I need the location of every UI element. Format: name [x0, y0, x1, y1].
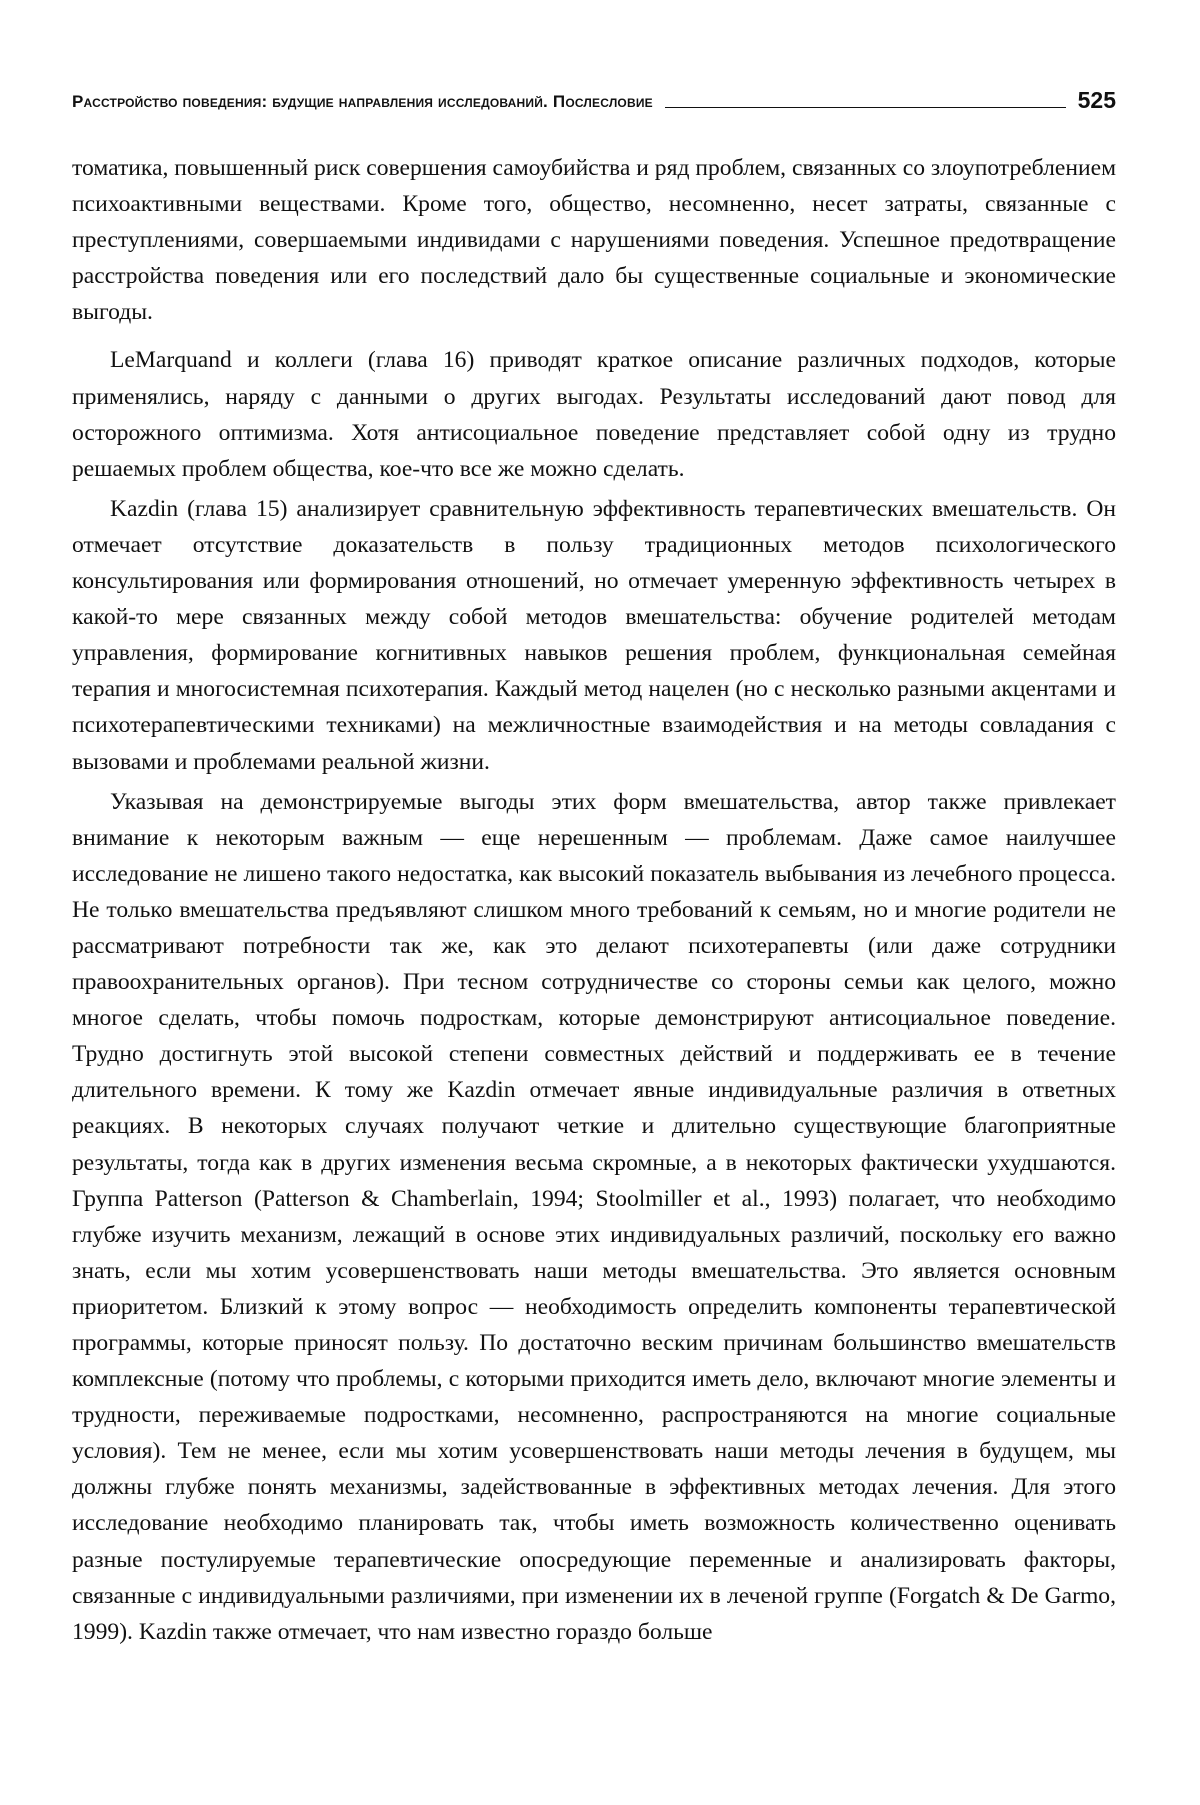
paragraph-lemarquand: LeMarquand и коллеги (глава 16) приводят краткое описание различных подходов, которые применялись, наряду с данными о других выгодах. Результаты исследований дают повод для осторожного оптимизма. Хотя антисоциальное поведение представляет собой одну из трудно решаемых проблем общества, кое-что все же можно сделать.	[72, 347, 1116, 482]
running-header	[72, 78, 1116, 112]
page-number: 525	[1077, 87, 1116, 113]
paragraph-kazdin: Kazdin (глава 15) анализирует сравнительную эффективность терапевтических вмешательств. Он отмечает отсутствие доказательств в пользу традиционных методов психологического консультирования или формирования отношений, но отмечает умеренную эффективность четырех в какой-то мере связанных между собой методов вмешательства: обучение родителей методам управления, формирование когнитивных навыков решения проблем, функциональная семейная терапия и многосистемная психотерапия. Каждый метод нацелен (но с несколько разными акцентами и психотерапевтическими техниками) на межличностные взаимодействия и на методы совладания с вызовами и проблемами реальной жизни.	[72, 495, 1116, 775]
paragraph-benefits: Указывая на демонстрируемые выгоды этих форм вмешательства, автор также привлекает внимание к некоторым важным — еще нерешенным — проблемам. Даже самое наилучшее исследование не лишено такого недостатка, как высокий показатель выбывания из лечебного процесса. Не только вмешательства предъявляют слишком много требований к семьям, но и многие родители не рассматривают потребности так же, как это делают психотерапевты (или даже сотрудники правоохранительных органов). При тесном сотрудничестве со стороны семьи как целого, можно многое сделать, чтобы помочь подросткам, которые демонстрируют антисоциальное поведение. Трудно достигнуть этой высокой степени совместных действий и поддерживать ее в течение длительного времени. К тому же Kazdin отмечает явные индивидуальные различия в ответных реакциях. В некоторых случаях получают четкие и длительно существующие благоприятные результаты, тогда как в других изменения весьма скромные, а в некоторых фактически ухудшаются. Группа Patterson (Patterson & Chamberlain, 1994; Stoolmiller et al., 1993) полагает, что необходимо глубже изучить механизм, лежащий в основе этих индивидуальных различий, поскольку его важно знать, если мы хотим усовершенствовать наши методы вмешательства. Это является основным приоритетом. Близкий к этому вопрос — необходимость определить компоненты терапевтической программы, которые приносят пользу. По достаточно веским причинам большинство вмешательств комплексные (потому что проблемы, с которыми приходится иметь дело, включают многие элементы и трудности, переживаемые подростками, несомненно, распространяются на многие социальные условия). Тем не менее, если мы хотим усовершенствовать наши методы лечения в будущем, мы должны глубже понять механизмы, задействованные в эффективных методах лечения. Для этого исследование необходимо планировать так, чтобы иметь возможность количественно оценивать разные постулируемые терапевтические опосредующие переменные и анализировать факторы, связанные с индивидуальными различиями, при изменении их в леченой группе (Forgatch & De Garmo, 1999). Kazdin также отмечает, что нам известно гораздо больше	[72, 788, 1116, 1645]
paragraph-continued: томатика, повышенный риск совершения самоубийства и ряд проблем, связанных со злоупотреблением психоактивными веществами. Кроме того, общество, несомненно, несет затраты, связанные с преступлениями, совершаемыми индивидами с нарушениями поведения. Успешное предотвращение расстройства поведения или его последствий дало бы существенные социальные и экономические выгоды.	[72, 155, 1116, 326]
body-text	[72, 150, 1116, 1650]
header-rule	[665, 107, 1066, 108]
book-page	[72, 78, 1116, 1650]
running-title: Расстройство поведения: будущие направления исследований. Послесловие	[72, 92, 653, 111]
